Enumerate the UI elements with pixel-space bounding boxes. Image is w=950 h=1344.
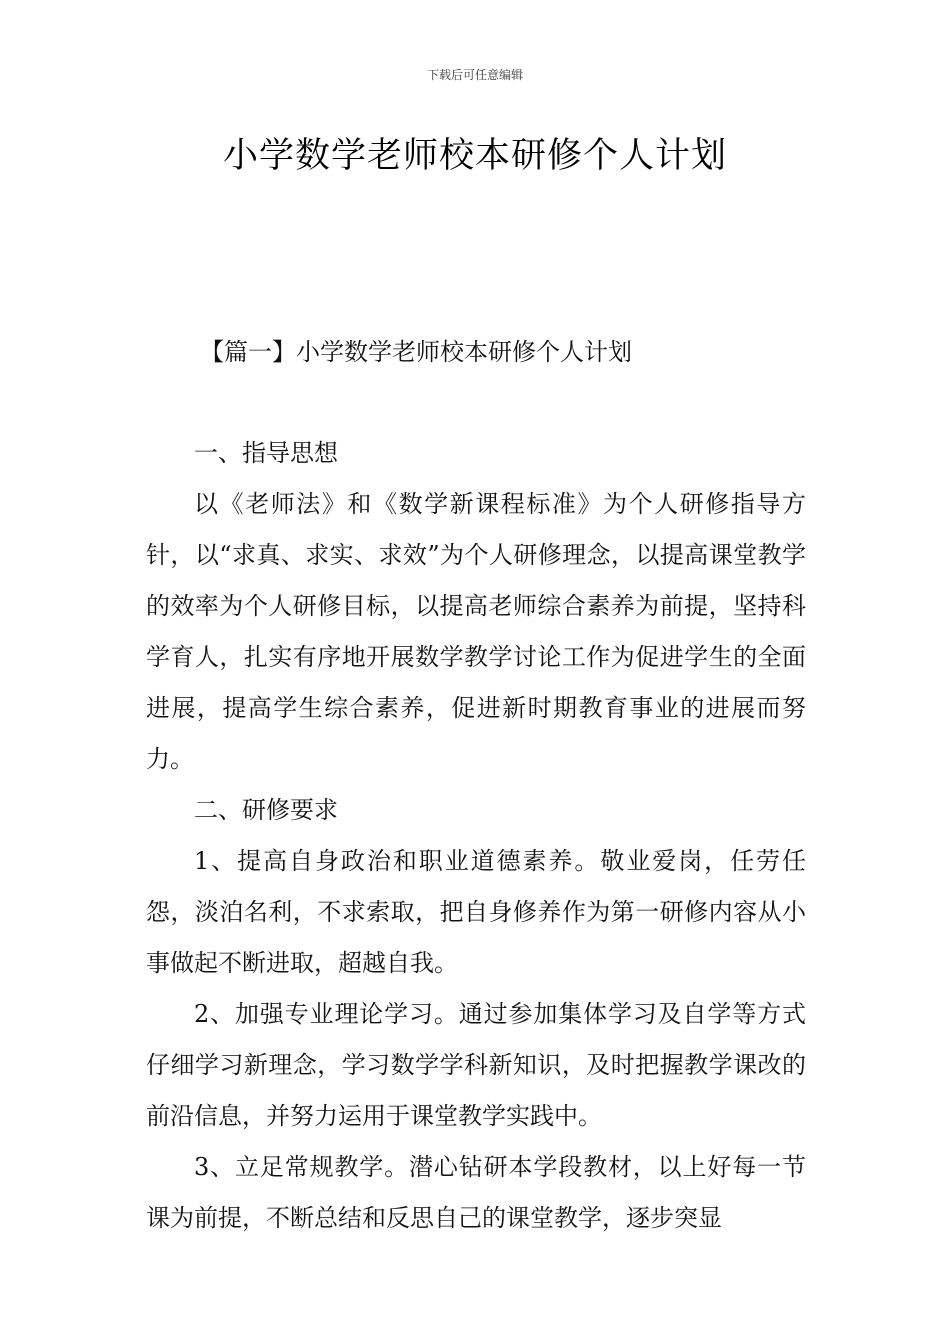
paragraph-requirement-2: 2、加强专业理论学习。通过参加集体学习及自学等方式仔细学习新理念，学习数学学科新知识，及时把握教学课改的前沿信息，并努力运用于课堂教学实践中。 (146, 1000, 806, 1130)
heading-study-requirements: 二、研修要求 (194, 796, 338, 824)
header-note: 下载后可任意编辑 (426, 68, 523, 82)
paragraph-guiding-ideology: 以《老师法》和《数学新课程标准》为个人研修指导方针，以“求真、求实、求效”为个人研修理念，以提高课堂教学的效率为个人研修目标，以提高老师综合素养为前提，坚持科学育人，扎实有序地开展数学教学讨论工作为促进学生的全面进展，提高学生综合素养，促进新时期教育事业的进展而努力。 (146, 490, 806, 773)
heading-guiding-ideology: 一、指导思想 (194, 439, 338, 467)
document-body (146, 428, 806, 1244)
section-title: 【篇一】小学数学老师校本研修个人计划 (200, 338, 632, 366)
document-title: 小学数学老师校本研修个人计划 (222, 136, 727, 176)
paragraph-requirement-1: 1、提高自身政治和职业道德素养。敬业爱岗，任劳任怨，淡泊名利，不求索取，把自身修养作为第一研修内容从小事做起不断进取，超越自我。 (146, 847, 806, 977)
paragraph-requirement-3: 3、立足常规教学。潜心钻研本学段教材，以上好每一节课为前提，不断总结和反思自己的课堂教学，逐步突显 (146, 1153, 806, 1232)
